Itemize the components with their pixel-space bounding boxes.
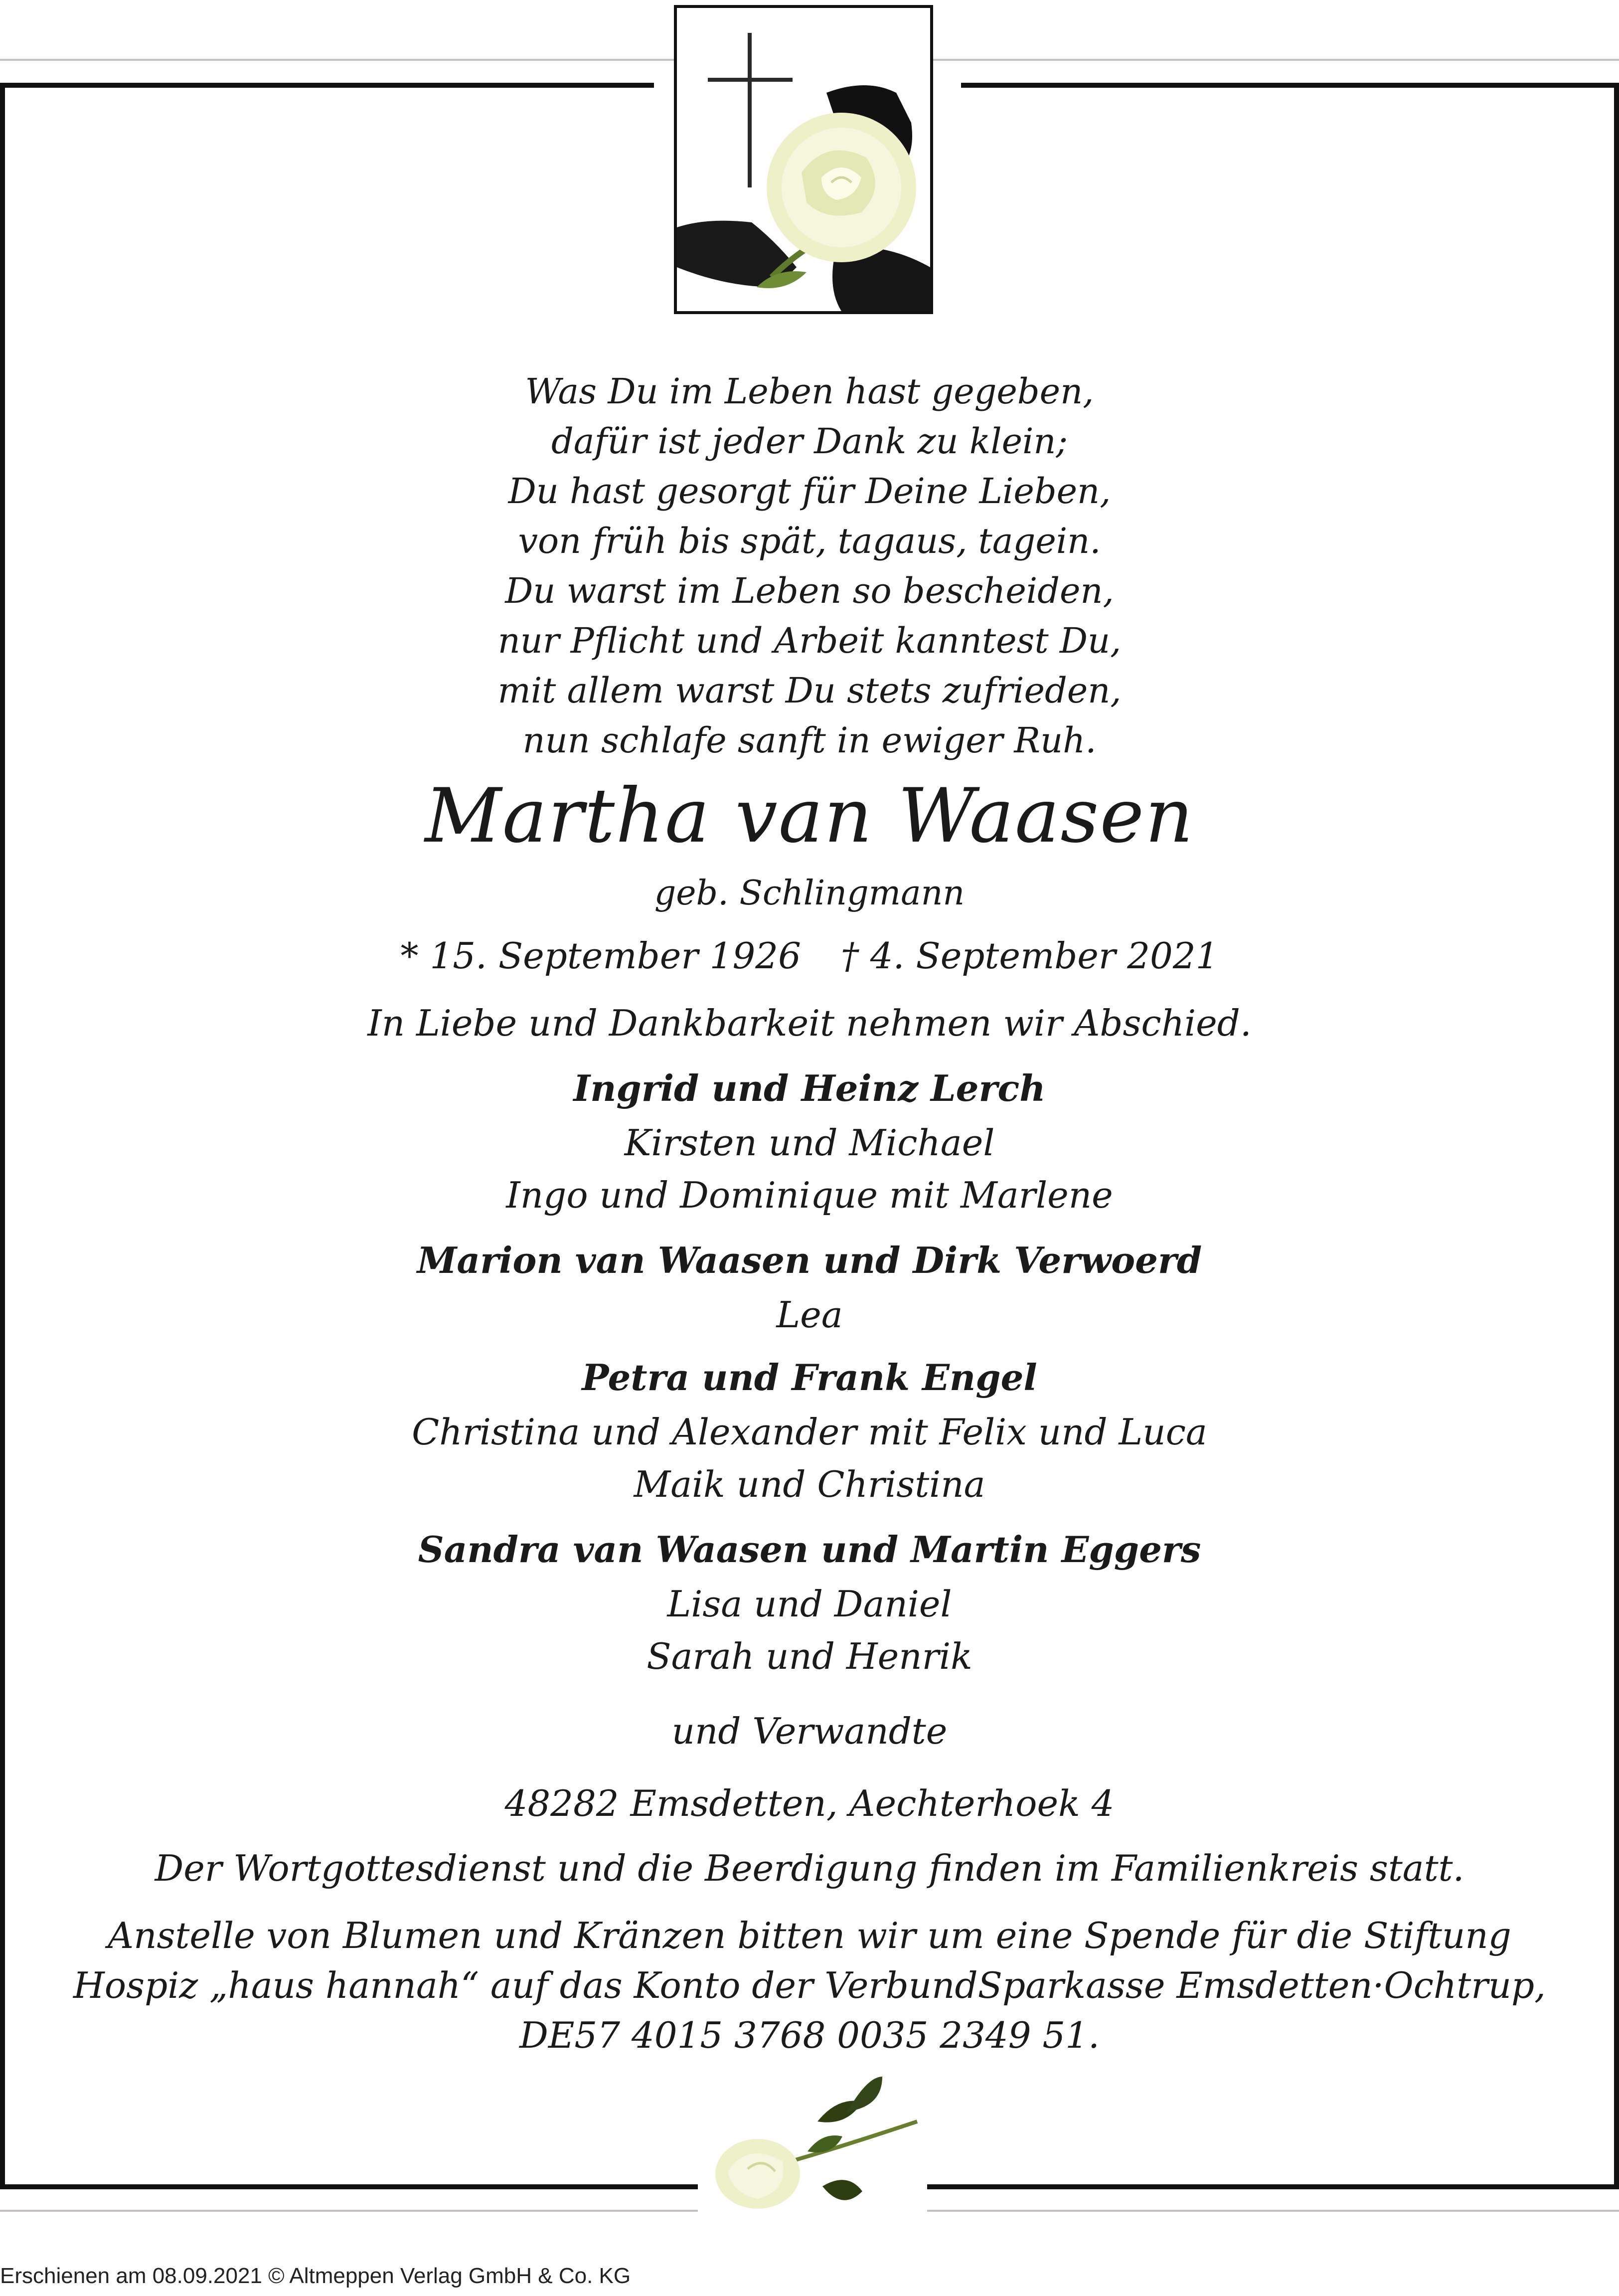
birth-date: * 15. September 1926 <box>400 935 801 977</box>
cross-and-rose-icon <box>674 5 933 314</box>
poem-line: Du warst im Leben so bescheiden, <box>505 570 1114 611</box>
family-head: Petra und Frank Engel <box>582 1356 1037 1399</box>
family-head: Ingrid und Heinz Lerch <box>573 1067 1046 1109</box>
family-head: Sandra van Waasen und Martin Eggers <box>418 1528 1201 1571</box>
donation-line: Anstelle von Blumen und Kränzen bitten wir um eine Spende für die Stiftung <box>108 1915 1511 1956</box>
family-member: Sarah und Henrik <box>647 1635 972 1677</box>
publication-footer: Erschienen am 08.09.2021 © Altmeppen Verlag GmbH & Co. KG <box>0 2264 631 2288</box>
family-member: Kirsten und Michael <box>624 1122 995 1164</box>
poem-line: nur Pflicht und Arbeit kanntest Du, <box>497 620 1122 661</box>
family-member: Christina und Alexander mit Felix und Luca <box>412 1411 1207 1453</box>
relatives-text: und Verwandte <box>671 1710 948 1752</box>
death-date: † 4. September 2021 <box>840 935 1219 977</box>
rose-icon <box>698 2067 927 2216</box>
donation-iban: DE57 4015 3768 0035 2349 51. <box>519 2014 1100 2056</box>
frame-border-right <box>1614 83 1619 2189</box>
frame-border-top-left <box>0 83 654 88</box>
frame-border-left <box>0 83 5 2189</box>
deceased-name: Martha van Waasen <box>425 773 1194 860</box>
family-member: Lisa und Daniel <box>667 1583 952 1625</box>
poem-line: mit allem warst Du stets zufrieden, <box>497 670 1122 711</box>
poem-line: Was Du im Leben hast gegeben, <box>525 371 1094 412</box>
poem-line: Du hast gesorgt für Deine Lieben, <box>508 471 1111 512</box>
family-head: Marion van Waasen und Dirk Verwoerd <box>417 1239 1202 1281</box>
donation-line: Hospiz „haus hannah“ auf das Konto der VerbundSparkasse Emsdetten·Ochtrup, <box>73 1964 1546 2006</box>
service-notice: Der Wortgottesdienst und die Beerdigung finden im Familienkreis statt. <box>155 1847 1464 1889</box>
address-text: 48282 Emsdetten, Aechterhoek 4 <box>504 1782 1115 1824</box>
poem-line: von früh bis spät, tagaus, tagein. <box>518 521 1101 561</box>
family-member: Lea <box>776 1294 843 1336</box>
birth-name: geb. Schlingmann <box>654 874 965 913</box>
family-member: Ingo und Dominique mit Marlene <box>506 1174 1113 1216</box>
poem-line: dafür ist jeder Dank zu klein; <box>551 421 1068 462</box>
life-dates <box>20 935 1599 977</box>
poem-line: nun schlafe sanft in ewiger Ruh. <box>522 720 1097 761</box>
farewell-text: In Liebe und Dankbarkeit nehmen wir Abschied. <box>367 1002 1252 1044</box>
frame-border-top-right <box>961 83 1619 88</box>
family-member: Maik und Christina <box>634 1463 985 1505</box>
